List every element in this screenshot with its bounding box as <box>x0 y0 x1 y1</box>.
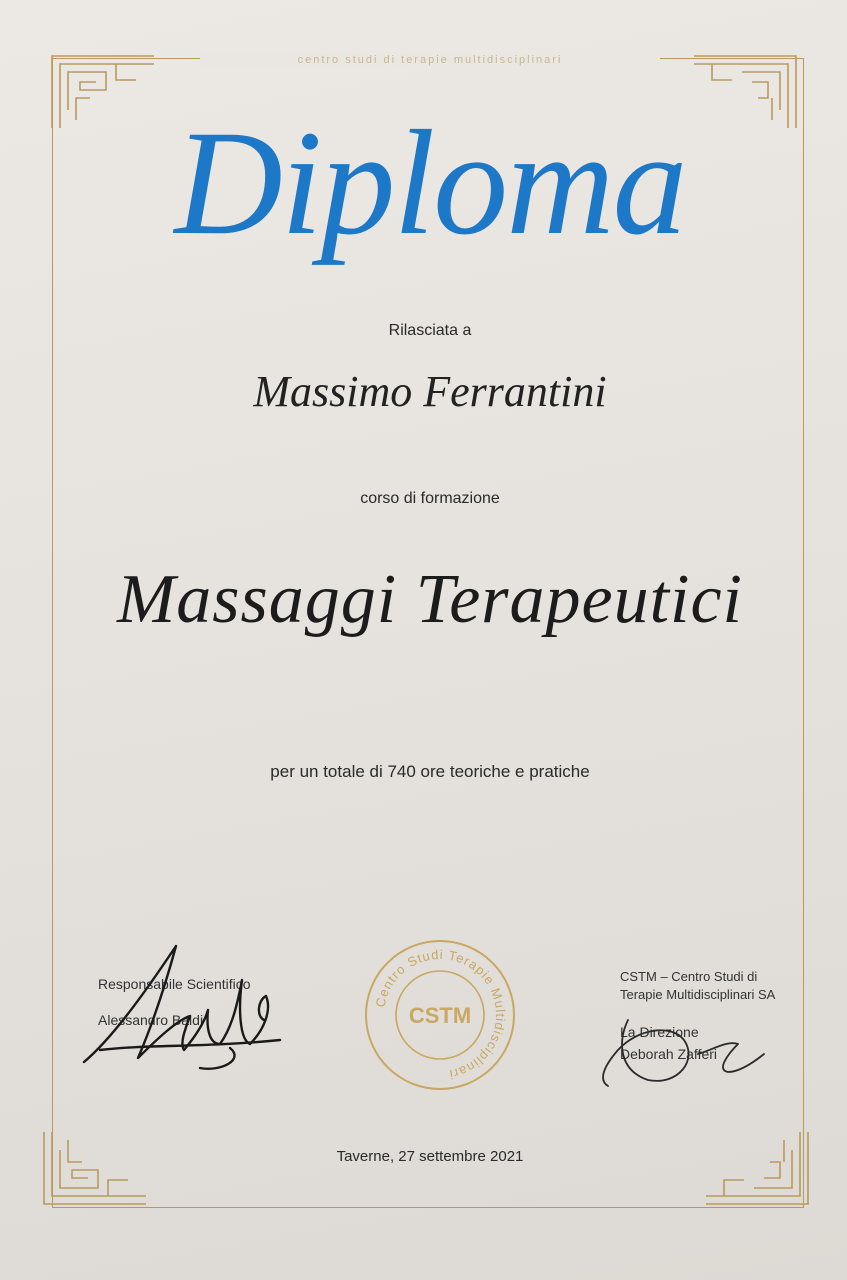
hours-text: per un totale di 740 ore teoriche e pratiche <box>270 762 590 781</box>
corner-ornament-bottom-right <box>704 1130 814 1210</box>
right-handwritten-signature <box>588 1010 768 1095</box>
issued-to-label: Rilasciata a <box>388 322 472 339</box>
right-org-line-2: Terapie Multidisciplinari SA <box>620 987 776 1002</box>
course-label: corso di formazione <box>360 490 500 507</box>
cstm-seal <box>360 935 520 1095</box>
place-and-date: Taverne, 27 settembre 2021 <box>336 1148 524 1165</box>
right-signatory-name: Deborah Zafferi <box>620 1046 718 1062</box>
left-handwritten-signature <box>80 940 290 1080</box>
diploma-title: Diploma <box>174 100 686 266</box>
left-signatory-role: Responsabile Scientifico <box>98 976 251 992</box>
recipient-name: Massimo Ferrantini <box>253 367 607 416</box>
seal-center-text: CSTM <box>408 1003 472 1028</box>
corner-ornament-bottom-left <box>38 1130 148 1210</box>
right-org-line-1: CSTM – Centro Studi di <box>620 969 758 984</box>
right-signatory-role: La Direzione <box>620 1024 699 1040</box>
seal-ring-text: Centro Studi Terapie Multidisciplinari <box>372 946 509 1083</box>
course-name: Massaggi Terapeutici <box>116 561 744 638</box>
institute-header-line: centro studi di terapie multidisciplinari <box>200 54 660 66</box>
left-signatory-name: Alessandro Baldi <box>98 1012 204 1028</box>
corner-ornament-top-left <box>46 50 156 130</box>
